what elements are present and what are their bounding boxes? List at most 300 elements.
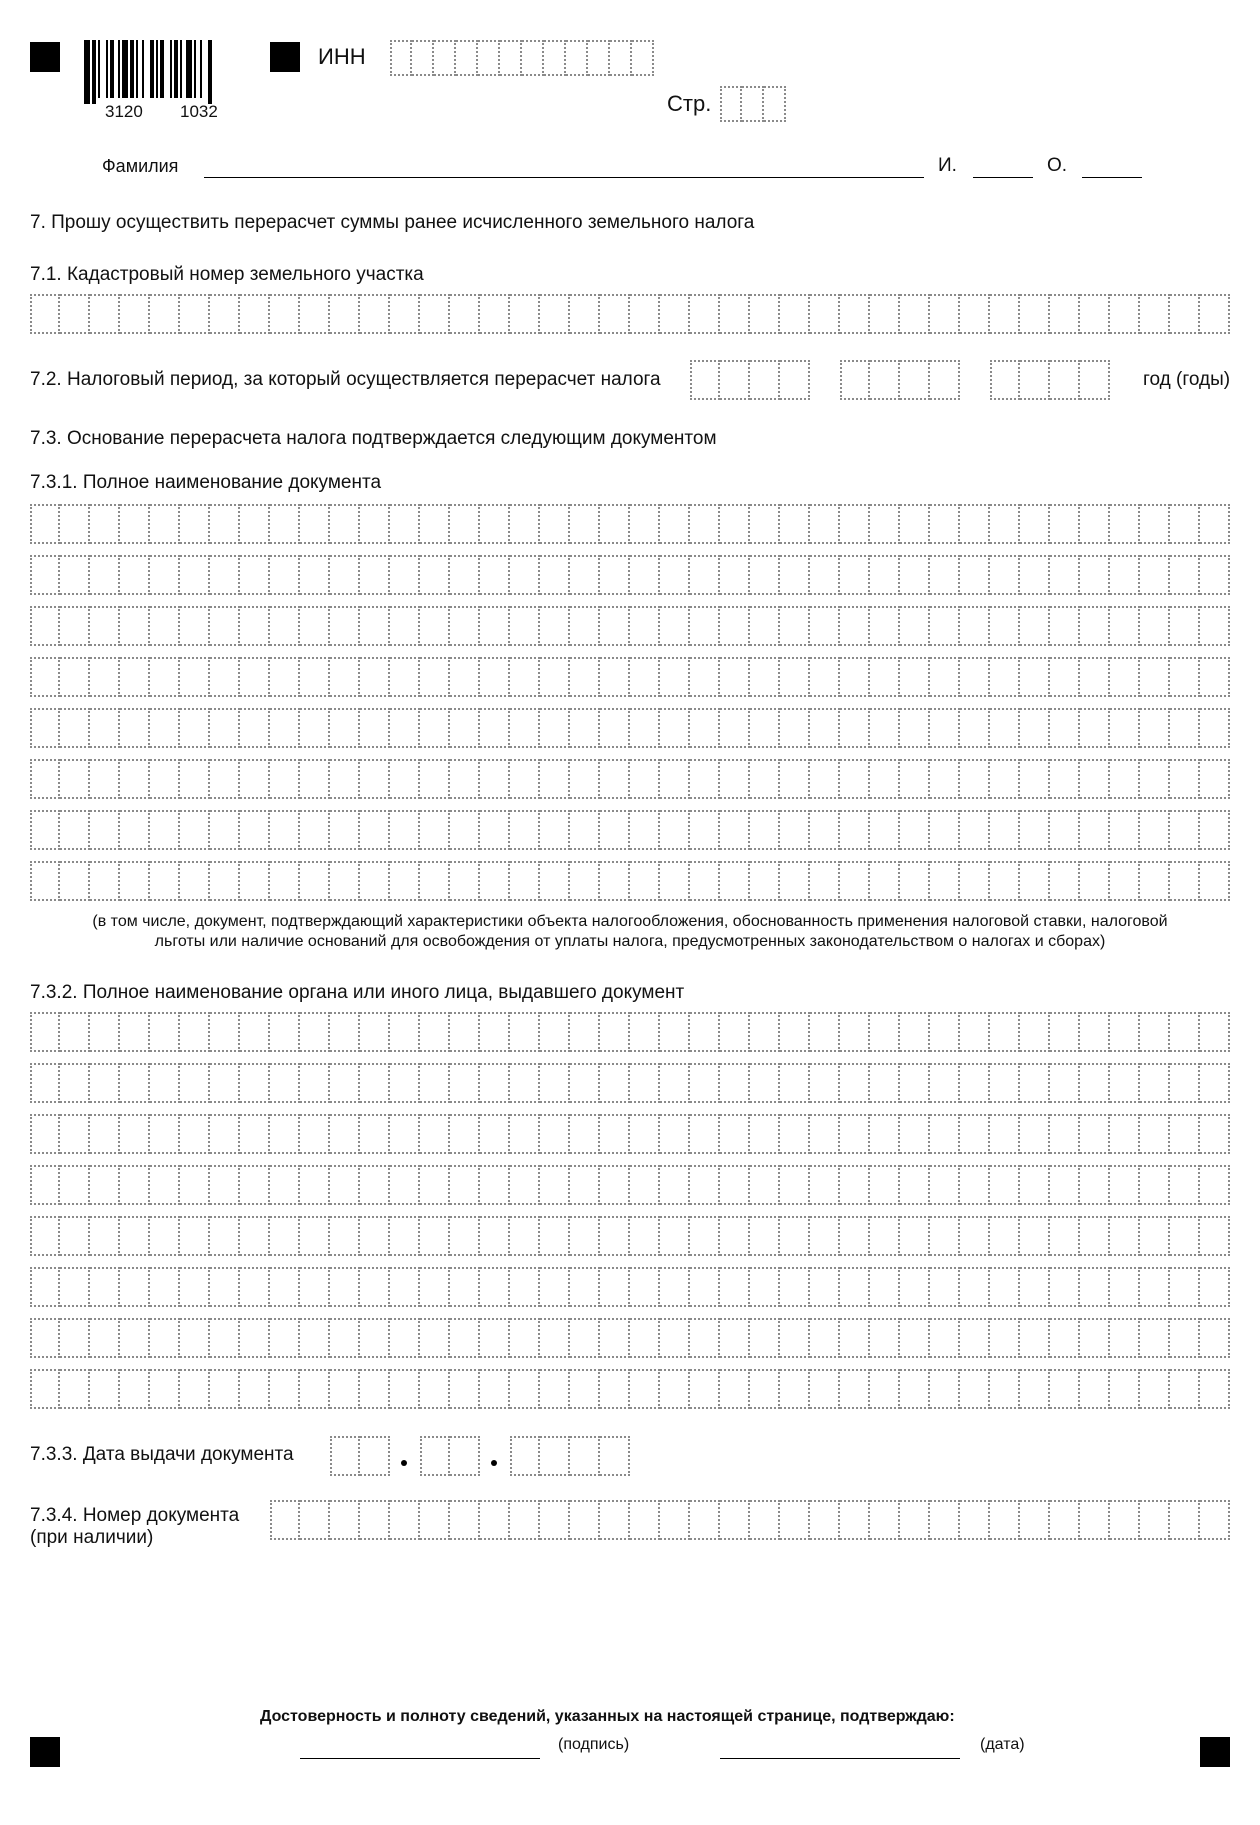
input-cell[interactable] [360,606,390,646]
input-cell[interactable] [810,759,840,799]
input-cell[interactable] [750,1063,780,1103]
input-cell[interactable] [300,1267,330,1307]
input-cell[interactable] [420,1114,450,1154]
input-cell[interactable] [480,1012,510,1052]
input-cell[interactable] [240,1318,270,1358]
input-cell[interactable] [960,708,990,748]
input-cell[interactable] [90,504,120,544]
input-cell[interactable] [810,1500,840,1540]
input-cell[interactable] [120,1216,150,1256]
input-cell[interactable] [1110,1012,1140,1052]
input-cell[interactable] [1020,1318,1050,1358]
input-cell[interactable] [120,861,150,901]
input-cell[interactable] [600,1318,630,1358]
input-cell[interactable] [1080,1114,1110,1154]
input-cell[interactable] [810,1318,840,1358]
input-cell[interactable] [1050,759,1080,799]
input-cell[interactable] [660,504,690,544]
grid-row[interactable] [30,810,1230,850]
grid-row[interactable] [30,1216,1230,1256]
input-cell[interactable] [570,1063,600,1103]
input-cell[interactable] [750,1500,780,1540]
input-cell[interactable] [1110,1165,1140,1205]
input-cell[interactable] [780,1369,810,1409]
input-cell[interactable] [630,1369,660,1409]
input-cell[interactable] [450,1318,480,1358]
input-cell[interactable] [690,1063,720,1103]
input-cell[interactable] [510,294,540,334]
input-cell[interactable] [1020,1114,1050,1154]
input-cell[interactable] [1050,504,1080,544]
input-cell[interactable] [270,1063,300,1103]
input-cell[interactable] [478,40,500,76]
input-cell[interactable] [360,1063,390,1103]
input-cell[interactable] [540,555,570,595]
input-cell[interactable] [990,504,1020,544]
input-cell[interactable] [450,1436,480,1476]
input-cell[interactable] [180,1216,210,1256]
input-cell[interactable] [930,1165,960,1205]
input-cell[interactable] [720,360,750,400]
input-cell[interactable] [630,1063,660,1103]
input-cell[interactable] [120,1267,150,1307]
input-cell[interactable] [960,1216,990,1256]
input-cell[interactable] [990,861,1020,901]
input-cell[interactable] [510,1063,540,1103]
input-cell[interactable] [60,1267,90,1307]
input-cell[interactable] [690,1012,720,1052]
input-cell[interactable] [690,1500,720,1540]
input-cell[interactable] [330,861,360,901]
input-cell[interactable] [30,1267,60,1307]
input-cell[interactable] [450,1500,480,1540]
input-cell[interactable] [540,1436,570,1476]
input-cell[interactable] [480,294,510,334]
input-cell[interactable] [390,759,420,799]
input-cell[interactable] [544,40,566,76]
input-cell[interactable] [780,708,810,748]
input-cell[interactable] [480,759,510,799]
input-cell[interactable] [360,1318,390,1358]
input-cell[interactable] [930,1063,960,1103]
input-cell[interactable] [1050,1063,1080,1103]
input-cell[interactable] [540,504,570,544]
input-cell[interactable] [210,606,240,646]
input-cell[interactable] [120,1165,150,1205]
input-cell[interactable] [1200,294,1230,334]
input-cell[interactable] [210,861,240,901]
input-cell[interactable] [360,708,390,748]
input-cell[interactable] [480,1267,510,1307]
input-cell[interactable] [540,861,570,901]
input-cell[interactable] [720,1114,750,1154]
input-cell[interactable] [720,657,750,697]
input-cell[interactable] [480,657,510,697]
input-cell[interactable] [1140,1114,1170,1154]
input-cell[interactable] [480,861,510,901]
input-cell[interactable] [270,1012,300,1052]
input-cell[interactable] [330,1114,360,1154]
input-cell[interactable] [60,294,90,334]
input-cell[interactable] [870,1267,900,1307]
input-cell[interactable] [1020,1165,1050,1205]
input-cell[interactable] [1140,759,1170,799]
input-cell[interactable] [240,1012,270,1052]
input-cell[interactable] [690,861,720,901]
input-cell[interactable] [450,861,480,901]
input-cell[interactable] [750,606,780,646]
input-cell[interactable] [750,1165,780,1205]
input-cell[interactable] [1200,555,1230,595]
input-cell[interactable] [810,708,840,748]
input-cell[interactable] [120,759,150,799]
input-cell[interactable] [1200,1165,1230,1205]
input-cell[interactable] [720,1063,750,1103]
input-cell[interactable] [60,1063,90,1103]
input-cell[interactable] [120,555,150,595]
input-cell[interactable] [540,1063,570,1103]
input-cell[interactable] [990,1012,1020,1052]
input-cell[interactable] [630,657,660,697]
input-cell[interactable] [150,861,180,901]
input-cell[interactable] [1050,1012,1080,1052]
input-cell[interactable] [930,1500,960,1540]
grid-row[interactable] [30,555,1230,595]
input-cell[interactable] [1170,294,1200,334]
input-cell[interactable] [390,1267,420,1307]
input-cell[interactable] [270,294,300,334]
input-cell[interactable] [180,1267,210,1307]
input-cell[interactable] [870,1012,900,1052]
input-cell[interactable] [360,1114,390,1154]
input-cell[interactable] [870,708,900,748]
input-cell[interactable] [330,606,360,646]
input-cell[interactable] [210,1267,240,1307]
input-cell[interactable] [570,1436,600,1476]
input-cell[interactable] [30,810,60,850]
input-cell[interactable] [810,606,840,646]
input-cell[interactable] [510,759,540,799]
input-cell[interactable] [690,1369,720,1409]
input-cell[interactable] [900,861,930,901]
input-cell[interactable] [1140,294,1170,334]
input-cell[interactable] [1140,606,1170,646]
input-cell[interactable] [510,1369,540,1409]
input-cell[interactable] [60,1216,90,1256]
input-cell[interactable] [330,1267,360,1307]
input-cell[interactable] [570,1165,600,1205]
input-cell[interactable] [210,810,240,850]
input-cell[interactable] [1140,1318,1170,1358]
input-cell[interactable] [960,1369,990,1409]
input-cell[interactable] [420,1318,450,1358]
input-cell[interactable] [1140,1165,1170,1205]
input-cell[interactable] [750,708,780,748]
input-cell[interactable] [840,810,870,850]
input-cell[interactable] [632,40,654,76]
input-cell[interactable] [360,1216,390,1256]
input-cell[interactable] [450,1114,480,1154]
input-cell[interactable] [1080,1267,1110,1307]
input-cell[interactable] [510,504,540,544]
inn-field[interactable] [390,40,654,76]
input-cell[interactable] [780,1165,810,1205]
input-cell[interactable] [690,1318,720,1358]
input-cell[interactable] [1200,1216,1230,1256]
input-cell[interactable] [360,1267,390,1307]
input-cell[interactable] [1200,708,1230,748]
input-cell[interactable] [570,555,600,595]
input-cell[interactable] [990,606,1020,646]
input-cell[interactable] [990,1318,1020,1358]
input-cell[interactable] [90,1063,120,1103]
input-cell[interactable] [900,1318,930,1358]
input-cell[interactable] [330,708,360,748]
input-cell[interactable] [840,1216,870,1256]
input-cell[interactable] [600,657,630,697]
input-cell[interactable] [150,1012,180,1052]
input-cell[interactable] [600,1063,630,1103]
input-cell[interactable] [810,1216,840,1256]
input-cell[interactable] [390,657,420,697]
input-cell[interactable] [120,504,150,544]
input-cell[interactable] [960,657,990,697]
input-cell[interactable] [330,759,360,799]
input-cell[interactable] [420,861,450,901]
input-cell[interactable] [870,1500,900,1540]
input-cell[interactable] [120,708,150,748]
input-cell[interactable] [600,1436,630,1476]
input-cell[interactable] [480,1369,510,1409]
input-cell[interactable] [180,861,210,901]
input-cell[interactable] [180,810,210,850]
input-cell[interactable] [90,1369,120,1409]
grid-row[interactable] [30,759,1230,799]
input-cell[interactable] [390,1318,420,1358]
input-cell[interactable] [330,504,360,544]
input-cell[interactable] [1200,657,1230,697]
input-cell[interactable] [510,708,540,748]
input-cell[interactable] [930,1114,960,1154]
input-cell[interactable] [510,657,540,697]
input-cell[interactable] [330,1369,360,1409]
input-cell[interactable] [540,294,570,334]
input-cell[interactable] [210,1369,240,1409]
input-cell[interactable] [1110,555,1140,595]
input-cell[interactable] [120,810,150,850]
input-cell[interactable] [930,1012,960,1052]
input-cell[interactable] [840,759,870,799]
input-cell[interactable] [480,555,510,595]
input-cell[interactable] [540,1114,570,1154]
input-cell[interactable] [240,759,270,799]
input-cell[interactable] [1110,1318,1140,1358]
input-cell[interactable] [270,1318,300,1358]
input-cell[interactable] [570,708,600,748]
input-cell[interactable] [30,1012,60,1052]
input-cell[interactable] [780,1216,810,1256]
tax-period-field-2[interactable] [840,360,960,400]
input-cell[interactable] [570,504,600,544]
input-cell[interactable] [1050,1114,1080,1154]
input-cell[interactable] [434,40,456,76]
page-number-field[interactable] [720,86,786,122]
input-cell[interactable] [390,1369,420,1409]
input-cell[interactable] [450,657,480,697]
input-cell[interactable] [90,657,120,697]
input-cell[interactable] [150,759,180,799]
input-cell[interactable] [480,1500,510,1540]
input-cell[interactable] [630,1012,660,1052]
input-cell[interactable] [450,708,480,748]
input-cell[interactable] [1050,1216,1080,1256]
input-cell[interactable] [300,1318,330,1358]
input-cell[interactable] [150,1114,180,1154]
input-cell[interactable] [870,1063,900,1103]
input-cell[interactable] [660,708,690,748]
input-cell[interactable] [300,861,330,901]
input-cell[interactable] [540,1369,570,1409]
input-cell[interactable] [270,555,300,595]
input-cell[interactable] [960,1165,990,1205]
input-cell[interactable] [330,1500,360,1540]
input-cell[interactable] [30,1318,60,1358]
input-cell[interactable] [630,1500,660,1540]
input-cell[interactable] [630,504,660,544]
input-cell[interactable] [210,657,240,697]
input-cell[interactable] [1140,1012,1170,1052]
input-cell[interactable] [570,1267,600,1307]
input-cell[interactable] [840,708,870,748]
input-cell[interactable] [690,1165,720,1205]
input-cell[interactable] [60,657,90,697]
input-cell[interactable] [570,294,600,334]
input-cell[interactable] [1140,504,1170,544]
input-cell[interactable] [1170,1500,1200,1540]
input-cell[interactable] [360,1165,390,1205]
input-cell[interactable] [1020,606,1050,646]
input-cell[interactable] [300,1369,330,1409]
input-cell[interactable] [600,1114,630,1154]
input-cell[interactable] [840,861,870,901]
input-cell[interactable] [390,1216,420,1256]
input-cell[interactable] [420,1216,450,1256]
input-cell[interactable] [570,810,600,850]
input-cell[interactable] [990,1063,1020,1103]
input-cell[interactable] [900,810,930,850]
input-cell[interactable] [1080,810,1110,850]
input-cell[interactable] [1200,810,1230,850]
input-cell[interactable] [30,504,60,544]
input-cell[interactable] [1050,1165,1080,1205]
input-cell[interactable] [600,555,630,595]
input-cell[interactable] [1020,1063,1050,1103]
input-cell[interactable] [450,1216,480,1256]
input-cell[interactable] [30,759,60,799]
input-cell[interactable] [660,1114,690,1154]
input-cell[interactable] [1080,504,1110,544]
input-cell[interactable] [60,1165,90,1205]
input-cell[interactable] [1110,708,1140,748]
input-cell[interactable] [210,1165,240,1205]
input-cell[interactable] [90,1165,120,1205]
input-cell[interactable] [1050,1318,1080,1358]
input-cell[interactable] [390,606,420,646]
input-cell[interactable] [990,759,1020,799]
input-cell[interactable] [600,810,630,850]
input-cell[interactable] [300,759,330,799]
input-cell[interactable] [180,1063,210,1103]
input-cell[interactable] [570,861,600,901]
grid-row[interactable] [30,1165,1230,1205]
input-cell[interactable] [660,294,690,334]
grid-row[interactable] [30,1063,1230,1103]
input-cell[interactable] [690,504,720,544]
input-cell[interactable] [930,504,960,544]
input-cell[interactable] [810,1267,840,1307]
input-cell[interactable] [900,759,930,799]
input-cell[interactable] [120,1063,150,1103]
input-cell[interactable] [780,360,810,400]
input-cell[interactable] [1050,1267,1080,1307]
input-cell[interactable] [960,555,990,595]
input-cell[interactable] [270,504,300,544]
input-cell[interactable] [1110,1267,1140,1307]
input-cell[interactable] [900,1165,930,1205]
input-cell[interactable] [1110,606,1140,646]
input-cell[interactable] [780,1318,810,1358]
input-cell[interactable] [270,861,300,901]
input-cell[interactable] [840,1318,870,1358]
input-cell[interactable] [660,1267,690,1307]
input-cell[interactable] [300,708,330,748]
input-cell[interactable] [390,40,412,76]
input-cell[interactable] [480,1063,510,1103]
input-cell[interactable] [566,40,588,76]
input-cell[interactable] [240,1063,270,1103]
input-cell[interactable] [1200,504,1230,544]
input-cell[interactable] [870,1165,900,1205]
input-cell[interactable] [780,861,810,901]
input-cell[interactable] [420,1012,450,1052]
input-cell[interactable] [1020,294,1050,334]
input-cell[interactable] [720,810,750,850]
input-cell[interactable] [750,555,780,595]
input-cell[interactable] [900,657,930,697]
input-cell[interactable] [1170,1012,1200,1052]
input-cell[interactable] [456,40,478,76]
input-cell[interactable] [390,294,420,334]
input-cell[interactable] [420,606,450,646]
input-cell[interactable] [1050,294,1080,334]
input-cell[interactable] [840,1267,870,1307]
input-cell[interactable] [840,1500,870,1540]
input-cell[interactable] [870,606,900,646]
input-cell[interactable] [330,294,360,334]
input-cell[interactable] [630,1267,660,1307]
input-cell[interactable] [540,657,570,697]
input-cell[interactable] [390,1063,420,1103]
input-cell[interactable] [600,606,630,646]
input-cell[interactable] [720,86,742,122]
input-cell[interactable] [900,1216,930,1256]
input-cell[interactable] [630,759,660,799]
input-cell[interactable] [240,294,270,334]
input-cell[interactable] [480,606,510,646]
input-cell[interactable] [930,606,960,646]
input-cell[interactable] [90,759,120,799]
grid-row[interactable] [30,1012,1230,1052]
